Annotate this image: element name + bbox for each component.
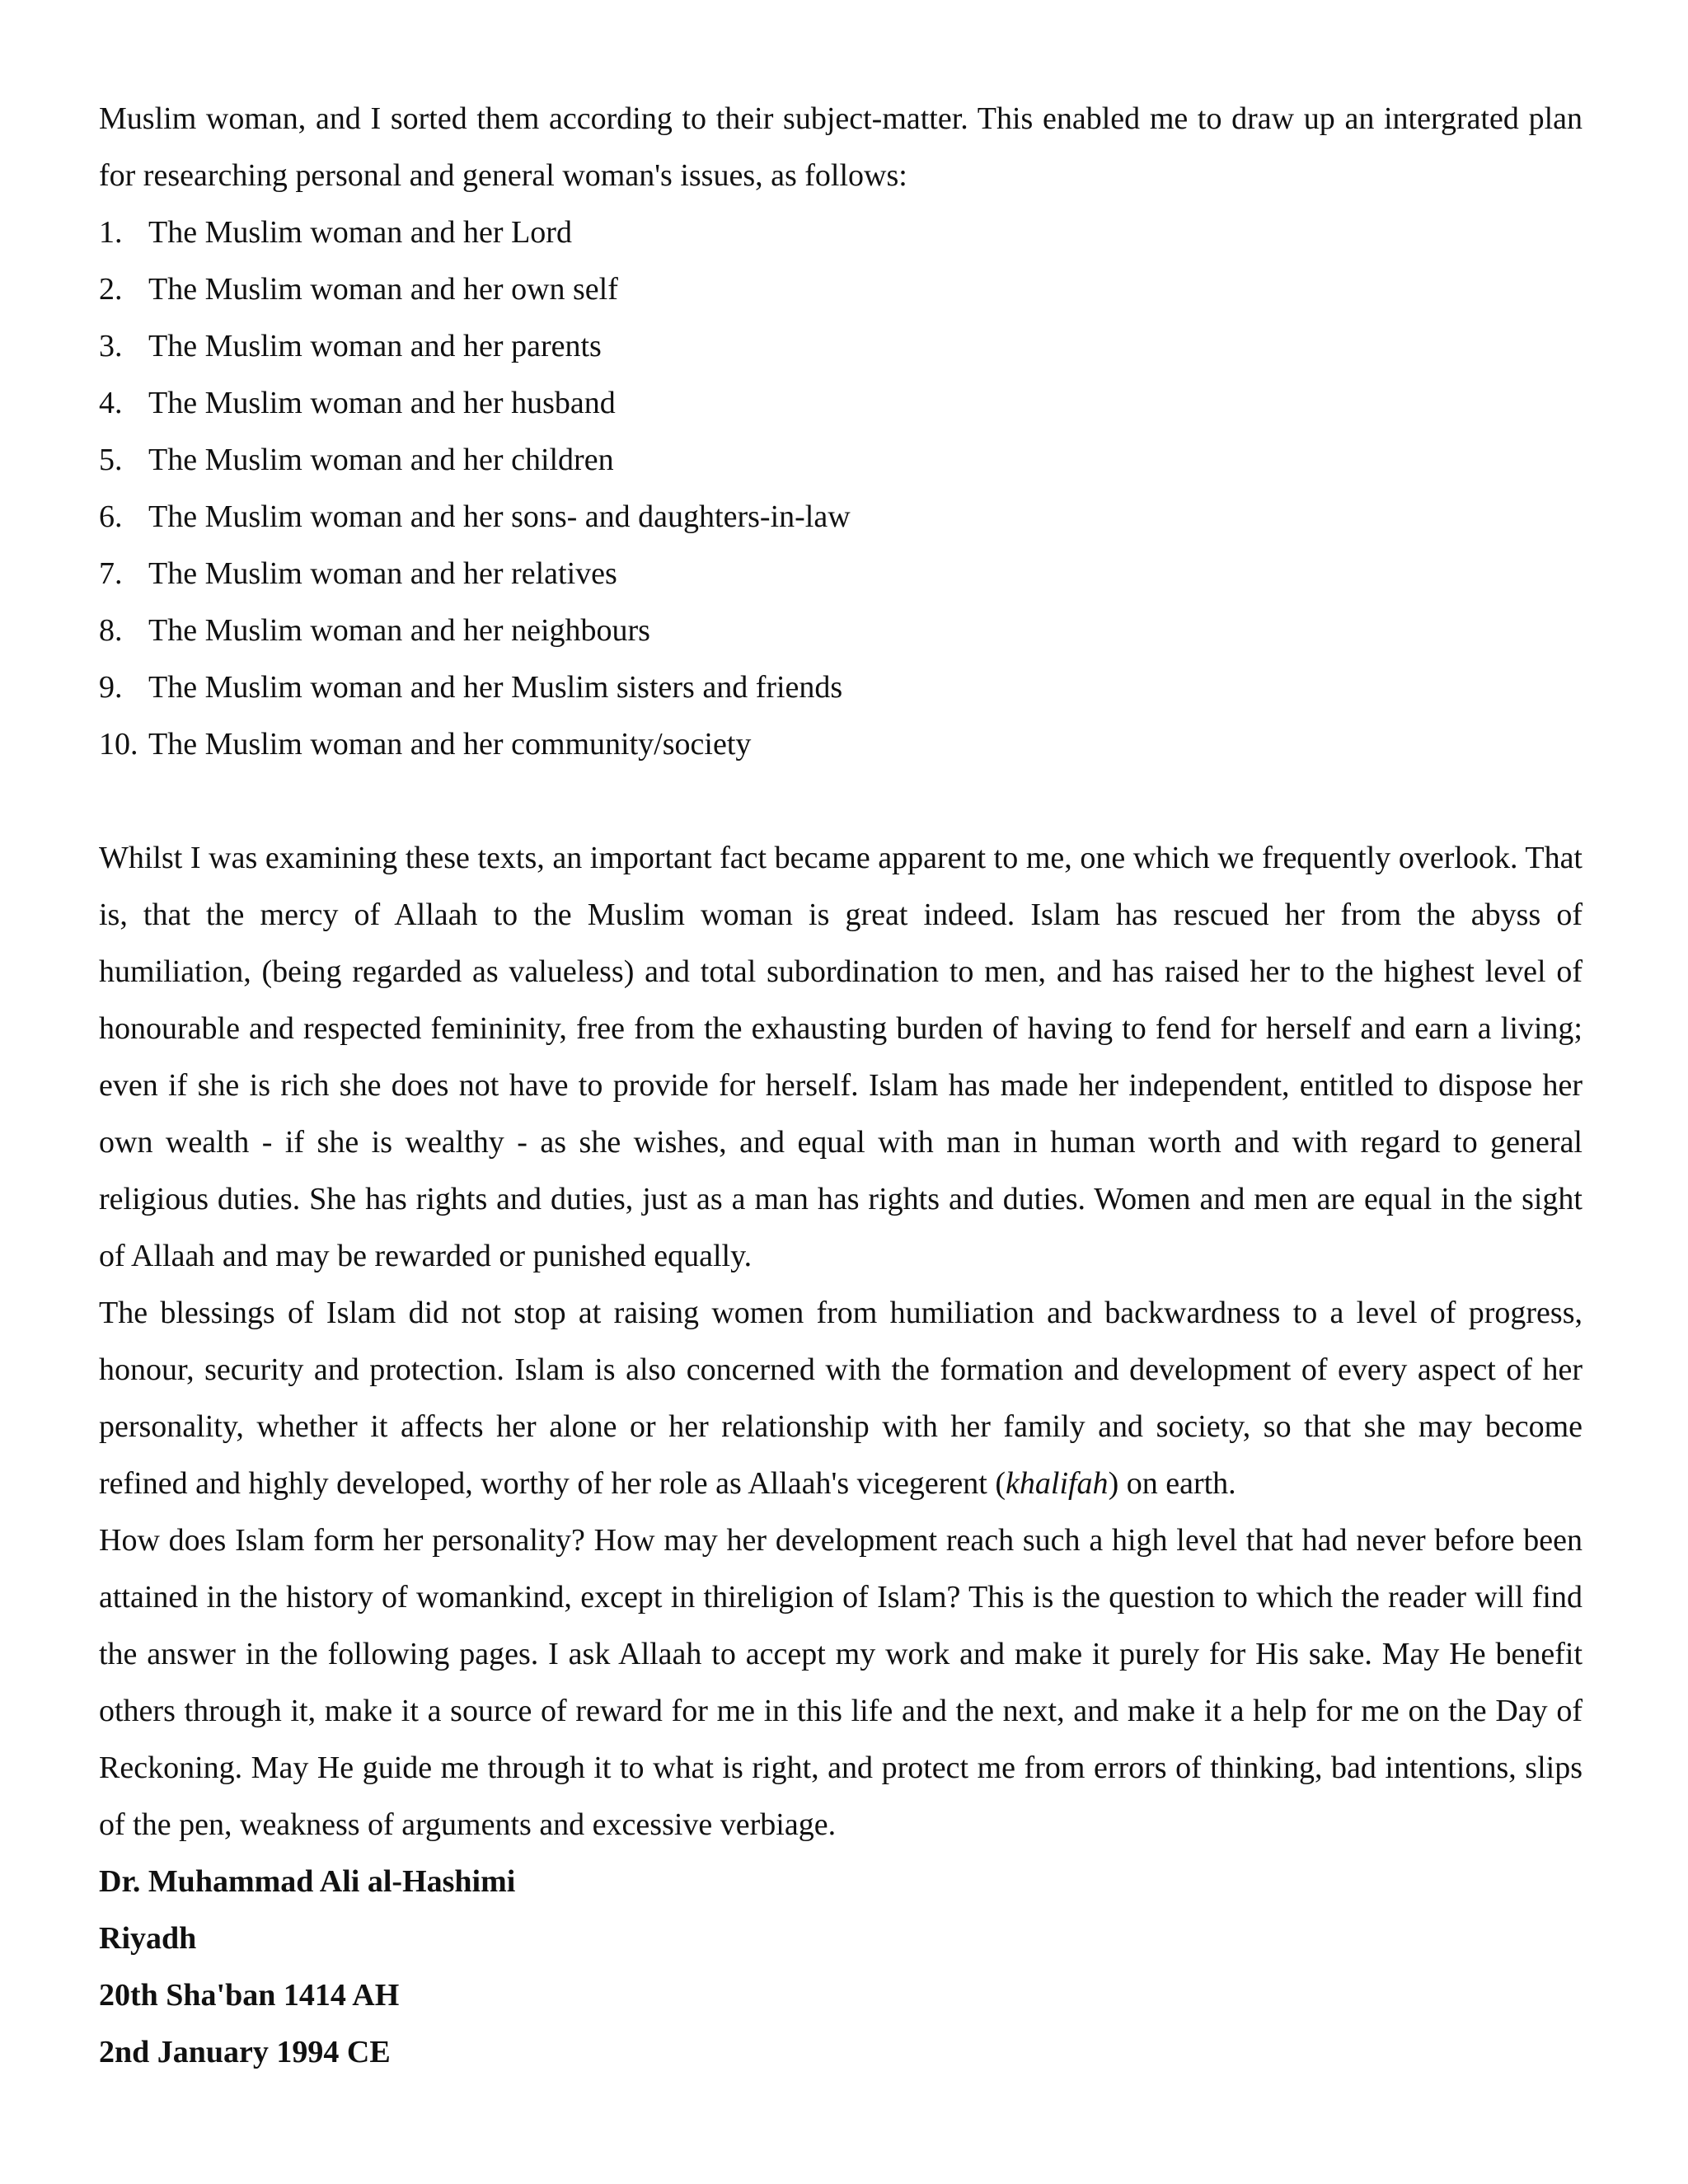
topic-list (99, 204, 1582, 773)
list-text: The Muslim woman and her own self (148, 272, 618, 307)
list-number: 10. (99, 727, 138, 762)
signature-date-hijri: 20th Sha'ban 1414 AH (99, 1978, 400, 2013)
list-text: The Muslim woman and her Muslim sisters and friends (148, 670, 843, 705)
paragraph-2-ending: ) on earth. (1108, 1466, 1236, 1501)
list-item (99, 375, 1582, 432)
list-number: 4. (99, 386, 123, 420)
list-text: The Muslim woman and her sons- and daughters-in-law (148, 499, 851, 534)
list-item (99, 546, 1582, 602)
list-text: The Muslim woman and her Lord (148, 215, 572, 250)
list-item (99, 659, 1582, 716)
list-text: The Muslim woman and her relatives (148, 556, 617, 591)
list-number: 1. (99, 215, 123, 250)
list-number: 6. (99, 499, 123, 534)
body-paragraph-1: Whilst I was examining these texts, an important fact became apparent to me, one which we frequently overlook. That is, that the mercy of Allaah to the Muslim woman is great indeed. Islam has rescued her from the abyss of humiliation, (being regarded as valueless) and total subordination to men, and has raised her to the highest level of honourable and respected femininity, free from the exhausting burden of having to fend for herself and earn a living; even if she is rich she does not have to provide for herself. Islam has made her independent, entitled to dispose her own wealth - if she is wealthy - as she wishes, and equal with man in human worth and with regard to general religious duties. She has rights and duties, just as a man has rights and duties. Women and men are equal in the sight of Allaah and may be rewarded or punished equally. (99, 841, 1582, 1273)
body-paragraph-2 (99, 1285, 1582, 1512)
document-page (99, 91, 1582, 2081)
list-text: The Muslim woman and her husband (148, 386, 616, 420)
list-item (99, 432, 1582, 489)
list-number: 9. (99, 670, 123, 705)
signature-place: Riyadh (99, 1921, 197, 1956)
italic-term: khalifah (1006, 1466, 1109, 1501)
list-item (99, 318, 1582, 375)
list-item (99, 204, 1582, 261)
list-number: 5. (99, 443, 123, 477)
list-item (99, 261, 1582, 318)
list-number: 8. (99, 613, 123, 648)
intro-paragraph: Muslim woman, and I sorted them according to their subject-matter. This enabled me to draw up an intergrated plan for researching personal and general woman's issues, as follows: (99, 101, 1582, 193)
list-number: 3. (99, 329, 123, 363)
list-item (99, 716, 1582, 773)
list-text: The Muslim woman and her children (148, 443, 614, 477)
list-number: 7. (99, 556, 123, 591)
list-number: 2. (99, 272, 123, 307)
body-paragraph-3: How does Islam form her personality? How may her development reach such a high level that had never before been attained in the history of womankind, except in thireligion of Islam? This is the question to which the reader will find the answer in the following pages. I ask Allaah to accept my work and make it purely for His sake. May He benefit others through it, make it a source of reward for me in this life and the next, and make it a help for me on the Day of Reckoning. May He guide me through it to what is right, and protect me from errors of thinking, bad intentions, slips of the pen, weakness of arguments and excessive verbiage. (99, 1523, 1582, 1842)
list-item (99, 602, 1582, 659)
list-text: The Muslim woman and her parents (148, 329, 602, 363)
paragraph-2-text: The blessings of Islam did not stop at raising women from humiliation and backwardness to a level of progress, honour, security and protection. Islam is also concerned with the formation and development of every aspect of her personality, whether it affects her alone or her relationship with her family and society, so that she may become refined and highly developed, worthy of her role as Allaah's vicegerent ( (99, 1296, 1582, 1501)
list-text: The Muslim woman and her neighbours (148, 613, 650, 648)
paragraph-spacer (99, 773, 1582, 830)
author-name: Dr. Muhammad Ali al-Hashimi (99, 1864, 516, 1899)
list-text: The Muslim woman and her community/society (148, 727, 752, 762)
signature-date-ce: 2nd January 1994 CE (99, 2035, 391, 2069)
list-item (99, 489, 1582, 546)
